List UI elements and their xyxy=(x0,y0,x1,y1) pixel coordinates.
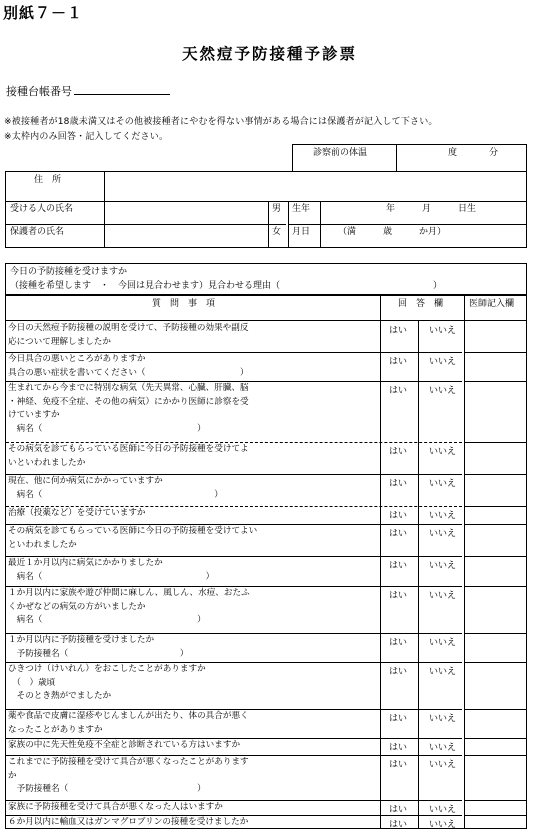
answer-yes[interactable]: はい xyxy=(389,386,408,396)
sex-female[interactable]: 女 xyxy=(272,227,282,237)
question-3 xyxy=(8,382,249,436)
question-6 xyxy=(8,507,146,521)
answer-no[interactable]: いいえ xyxy=(429,447,457,457)
answer-no[interactable]: いいえ xyxy=(429,511,457,521)
question-line: 予防接種名（ ） xyxy=(8,648,189,659)
sex-male[interactable]: 男 xyxy=(272,204,282,214)
question-line: 生まれてから今までに特別な病気（先天異常、心臓、肝臓、脳 xyxy=(8,383,249,393)
question-line: けていますか xyxy=(8,410,60,420)
note-guardian: ※被接種者が18歳未満又はその他被接種者にやむを得ない事情がある場合には保護者が記入して下さい。 xyxy=(4,117,438,127)
temperature-unit-minute: 分 xyxy=(489,148,499,158)
question-12 xyxy=(8,710,249,737)
address-field[interactable] xyxy=(105,172,526,200)
answer-yes[interactable]: はい xyxy=(389,591,408,601)
question-line: これまでに予防接種を受けて具合が悪くなったことがあります xyxy=(8,757,249,767)
answer-no[interactable]: いいえ xyxy=(429,591,457,601)
question-line: 病名（ ） xyxy=(8,571,215,582)
temperature-box xyxy=(292,144,527,172)
question-line: 治療（投薬など）を受けていますか xyxy=(8,508,146,518)
question-13 xyxy=(8,739,240,753)
question-line: 家族に予防接種を受けて具合が悪くなった人はいますか xyxy=(8,802,223,812)
question-4 xyxy=(8,443,249,470)
annex-label: 別紙７－１ xyxy=(3,4,84,22)
birth-label-2: 月日 xyxy=(292,227,311,237)
question-5 xyxy=(8,475,223,502)
answer-yes[interactable]: はい xyxy=(389,667,408,677)
answer-yes[interactable]: はい xyxy=(389,561,408,571)
question-line: くかぜなどの病気の方がいましたか xyxy=(8,601,146,612)
question-line: その病気を診てもらっている医師に今日の予防接種を受けてよ xyxy=(8,444,249,454)
age-field[interactable]: （満 歳 か月） xyxy=(338,227,447,237)
question-line: （ ）歳頃 xyxy=(8,677,56,688)
answer-yes[interactable]: はい xyxy=(389,805,408,815)
question-line: 病名（ ） xyxy=(8,423,206,434)
answer-yes[interactable]: はい xyxy=(389,820,408,830)
answer-no[interactable]: いいえ xyxy=(429,667,457,677)
temperature-unit-degree: 度 xyxy=(448,148,458,158)
question-line: 今日の天然痘予防接種の説明を受けて、予防接種の効果や副反 xyxy=(8,323,249,333)
question-7 xyxy=(8,525,257,552)
questionnaire-table xyxy=(5,295,527,829)
answer-no[interactable]: いいえ xyxy=(429,529,457,539)
answer-no[interactable]: いいえ xyxy=(429,479,457,489)
question-line: 最近１か月以内に病気にかかりましたか xyxy=(8,558,163,568)
answer-column-header: 回 答 欄 xyxy=(398,299,444,309)
answer-no[interactable]: いいえ xyxy=(429,561,457,571)
question-10 xyxy=(8,634,188,661)
doctor-column-header: 医師記入欄 xyxy=(469,299,515,309)
question-line: 予防接種名（ ） xyxy=(8,784,206,794)
answer-yes[interactable]: はい xyxy=(389,447,408,457)
answer-no[interactable]: いいえ xyxy=(429,760,457,770)
birth-label-1: 生年 xyxy=(292,204,311,214)
answer-yes[interactable]: はい xyxy=(389,529,408,539)
answer-no[interactable]: いいえ xyxy=(429,638,457,648)
answer-no[interactable]: いいえ xyxy=(429,386,457,396)
consent-question: 今日の予防接種を受けますか xyxy=(10,267,128,277)
question-line: なったことがありますか xyxy=(8,724,103,735)
question-line: そのとき熱がでましたか xyxy=(8,691,112,701)
question-line: その病気を診てもらっている医師に今日の予防接種を受けてよい xyxy=(8,526,258,536)
answer-yes[interactable]: はい xyxy=(389,743,408,753)
question-line: 現在、他に何か病気にかかっていますか xyxy=(8,476,163,486)
question-2 xyxy=(8,353,249,380)
question-line: ひきつけ（けいれん）をおこしたことがありますか xyxy=(8,664,206,674)
answer-yes[interactable]: はい xyxy=(389,326,408,336)
personal-info-box xyxy=(5,171,527,248)
answer-no[interactable]: いいえ xyxy=(429,743,457,753)
question-column-header: 質 問 事 項 xyxy=(152,299,216,309)
question-line: 病名（ ） xyxy=(8,489,223,500)
question-line: ・神経、免疫不全症、その他の病気）にかかり医師に診察を受 xyxy=(8,396,249,407)
recipient-name-label: 受ける人の氏名 xyxy=(10,204,74,214)
answer-no[interactable]: いいえ xyxy=(429,326,457,336)
question-1 xyxy=(8,322,248,349)
question-line: 家族の中に先天性免疫不全症と診断されている方はいますか xyxy=(8,740,241,750)
register-number-label: 接種台帳番号 xyxy=(6,85,72,98)
answer-yes[interactable]: はい xyxy=(389,357,408,367)
question-line: 具合の悪い症状を書いてください（ ） xyxy=(8,367,249,378)
answer-yes[interactable]: はい xyxy=(389,479,408,489)
consent-box xyxy=(5,263,527,295)
question-16 xyxy=(8,816,248,830)
question-14 xyxy=(8,756,249,797)
note-boxed-area: ※太枠内のみ回答・記入してください。 xyxy=(4,132,169,142)
question-line: 薬や食品で皮膚に湿疹やじんましんが出たり、体の具合が悪く xyxy=(8,711,249,721)
question-8 xyxy=(8,557,214,584)
answer-yes[interactable]: はい xyxy=(389,714,408,724)
question-line: 病名（ ） xyxy=(8,615,206,625)
question-line: いといわれましたか xyxy=(8,457,86,468)
question-line: 今日具合の悪いところがありますか xyxy=(8,354,146,364)
guardian-name-label: 保護者の氏名 xyxy=(10,227,65,237)
question-15 xyxy=(8,801,223,815)
address-label: 住 所 xyxy=(34,175,62,185)
birth-date-field[interactable]: 年 月 日生 xyxy=(386,204,477,214)
register-number-field[interactable] xyxy=(74,84,170,95)
question-line: といわれましたか xyxy=(8,539,77,550)
answer-no[interactable]: いいえ xyxy=(429,357,457,367)
question-line: 応について理解しましたか xyxy=(8,336,111,347)
answer-yes[interactable]: はい xyxy=(389,638,408,648)
temperature-label: 診察前の体温 xyxy=(313,148,368,158)
consent-choice[interactable]: （接種を希望します ・ 今回は見合わせます）見合わせる理由（ ） xyxy=(10,281,443,291)
page-title: 天然痘予防接種予診票 xyxy=(181,45,357,63)
answer-yes[interactable]: はい xyxy=(389,511,408,521)
recipient-name-field[interactable] xyxy=(105,202,267,224)
question-line: １か月以内に家族や遊び仲間に麻しん、風しん、水痘、おたふ xyxy=(8,588,250,598)
question-9 xyxy=(8,587,250,628)
question-line: か xyxy=(8,770,17,781)
answer-no[interactable]: いいえ xyxy=(429,714,457,724)
guardian-name-field[interactable] xyxy=(105,225,267,247)
answer-yes[interactable]: はい xyxy=(389,760,408,770)
temperature-field[interactable] xyxy=(397,145,526,171)
answer-no[interactable]: いいえ xyxy=(429,805,457,815)
register-number xyxy=(6,83,170,99)
question-line: １か月以内に予防接種を受けましたか xyxy=(8,635,155,645)
answer-no[interactable]: いいえ xyxy=(429,820,457,830)
question-11 xyxy=(8,663,206,704)
question-line: ６か月以内に輸血又はガンマグロブリンの接種を受けましたか xyxy=(8,817,249,827)
